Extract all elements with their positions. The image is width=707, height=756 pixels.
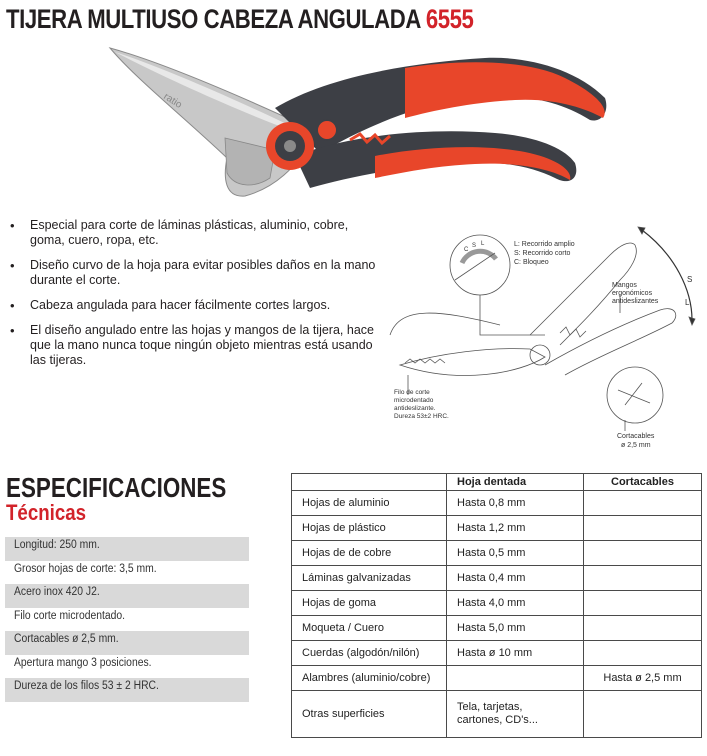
leader-line bbox=[480, 295, 545, 335]
blade-engraving: ratio bbox=[161, 91, 184, 111]
table-row: Otras superficies Tela, tarjetas, cartones, CD's... bbox=[292, 691, 702, 738]
table-row: Cuerdas (algodón/nilón) Hasta ø 10 mm bbox=[292, 641, 702, 666]
specs-list bbox=[5, 537, 249, 702]
spec-row: Acero inox 420 J2. bbox=[5, 584, 249, 608]
scissors-product-image bbox=[105, 38, 625, 208]
svg-text:S: S bbox=[472, 243, 477, 249]
technical-diagram bbox=[380, 225, 700, 457]
specs-heading: ESPECIFICACIONES bbox=[6, 472, 227, 503]
feature-item: • Especial para corte de láminas plásticas, aluminio, cobre, goma, cuero, ropa, etc. bbox=[10, 218, 349, 247]
bullet-dot-icon: • bbox=[10, 323, 15, 338]
table-row: Hojas de plástico Hasta 1,2 mm bbox=[292, 516, 702, 541]
bullet-dot-icon: • bbox=[10, 258, 15, 273]
legend-l: L: Recorrido amplio bbox=[514, 241, 575, 248]
spec-row: Longitud: 250 mm. bbox=[5, 537, 249, 561]
legend-s: S: Recorrido corto bbox=[514, 250, 571, 257]
diagram-serration bbox=[405, 359, 445, 363]
svg-text:antideslizante.: antideslizante. bbox=[394, 405, 436, 412]
cortacables-detail-circle bbox=[607, 367, 663, 423]
feature-item: • Diseño curvo de la hoja para evitar posibles daños en la mano durante el corte. bbox=[10, 258, 376, 287]
diagram-pivot bbox=[530, 345, 550, 365]
svg-text:ergonómicos: ergonómicos bbox=[612, 290, 653, 297]
page-title bbox=[6, 4, 473, 35]
table-row: Hojas de de cobre Hasta 0,5 mm bbox=[292, 541, 702, 566]
table-header-material bbox=[292, 474, 447, 491]
svg-text:antideslizantes: antideslizantes bbox=[612, 298, 659, 305]
feature-list bbox=[8, 218, 380, 378]
svg-text:ø 2,5 mm: ø 2,5 mm bbox=[621, 442, 651, 449]
feature-item: • El diseño angulado entre las hojas y mangos de la tijera, hace que la mano nunca toque ningún objeto mientras está usando las tijeras. bbox=[10, 323, 374, 367]
svg-text:Filo de corte: Filo de corte bbox=[394, 389, 430, 396]
svg-text:L: L bbox=[481, 241, 485, 247]
diagram-blade bbox=[400, 349, 545, 376]
diagram-handle-lower bbox=[545, 309, 676, 375]
diagram-outline-arc bbox=[390, 313, 500, 335]
specs-subheading: Técnicas bbox=[6, 500, 87, 525]
spec-row: Grosor hojas de corte: 3,5 mm. bbox=[14, 562, 157, 575]
product-code: 6555 bbox=[425, 4, 474, 34]
diagram-spring bbox=[560, 327, 586, 337]
svg-text:C: C bbox=[464, 247, 469, 253]
dial-arc bbox=[462, 251, 496, 263]
bullet-dot-icon: • bbox=[10, 218, 15, 233]
capacity-table bbox=[291, 473, 702, 738]
svg-text:Dureza 53±2 HRC.: Dureza 53±2 HRC. bbox=[394, 413, 449, 420]
adjustment-dial bbox=[317, 120, 337, 140]
table-row: Hojas de aluminio Hasta 0,8 mm bbox=[292, 491, 702, 516]
title-main: TIJERA MULTIUSO CABEZA ANGULADA bbox=[6, 4, 421, 34]
table-header-row bbox=[292, 474, 702, 491]
arc-label-s: S bbox=[687, 275, 693, 284]
legend-c: C: Bloqueo bbox=[514, 259, 549, 266]
svg-text:Cortacables: Cortacables bbox=[617, 433, 655, 440]
table-row: Láminas galvanizadas Hasta 0,4 mm bbox=[292, 566, 702, 591]
spec-row: Dureza de los filos 53 ± 2 HRC. bbox=[5, 678, 249, 702]
svg-text:Mangos: Mangos bbox=[612, 282, 637, 289]
svg-text:microdentado: microdentado bbox=[394, 397, 434, 404]
table-row: Moqueta / Cuero Hasta 5,0 mm bbox=[292, 616, 702, 641]
table-header-hoja-dentada: Hoja dentada bbox=[447, 474, 584, 491]
table-row: Alambres (aluminio/cobre) Hasta ø 2,5 mm bbox=[292, 666, 702, 691]
arc-label-l: L bbox=[685, 298, 690, 307]
bullet-dot-icon: • bbox=[10, 298, 15, 313]
table-header-cortacables: Cortacables bbox=[584, 474, 702, 491]
table-row: Hojas de goma Hasta 4,0 mm bbox=[292, 591, 702, 616]
spec-row: Apertura mango 3 posiciones. bbox=[14, 656, 152, 669]
spec-row: Filo corte microdentado. bbox=[14, 609, 126, 622]
spec-row: Cortacables ø 2,5 mm. bbox=[5, 631, 249, 655]
feature-item: • Cabeza angulada para hacer fácilmente cortes largos. bbox=[10, 298, 331, 313]
pivot-center bbox=[284, 140, 296, 152]
dial-detail-circle bbox=[450, 235, 510, 295]
blade bbox=[110, 48, 315, 196]
